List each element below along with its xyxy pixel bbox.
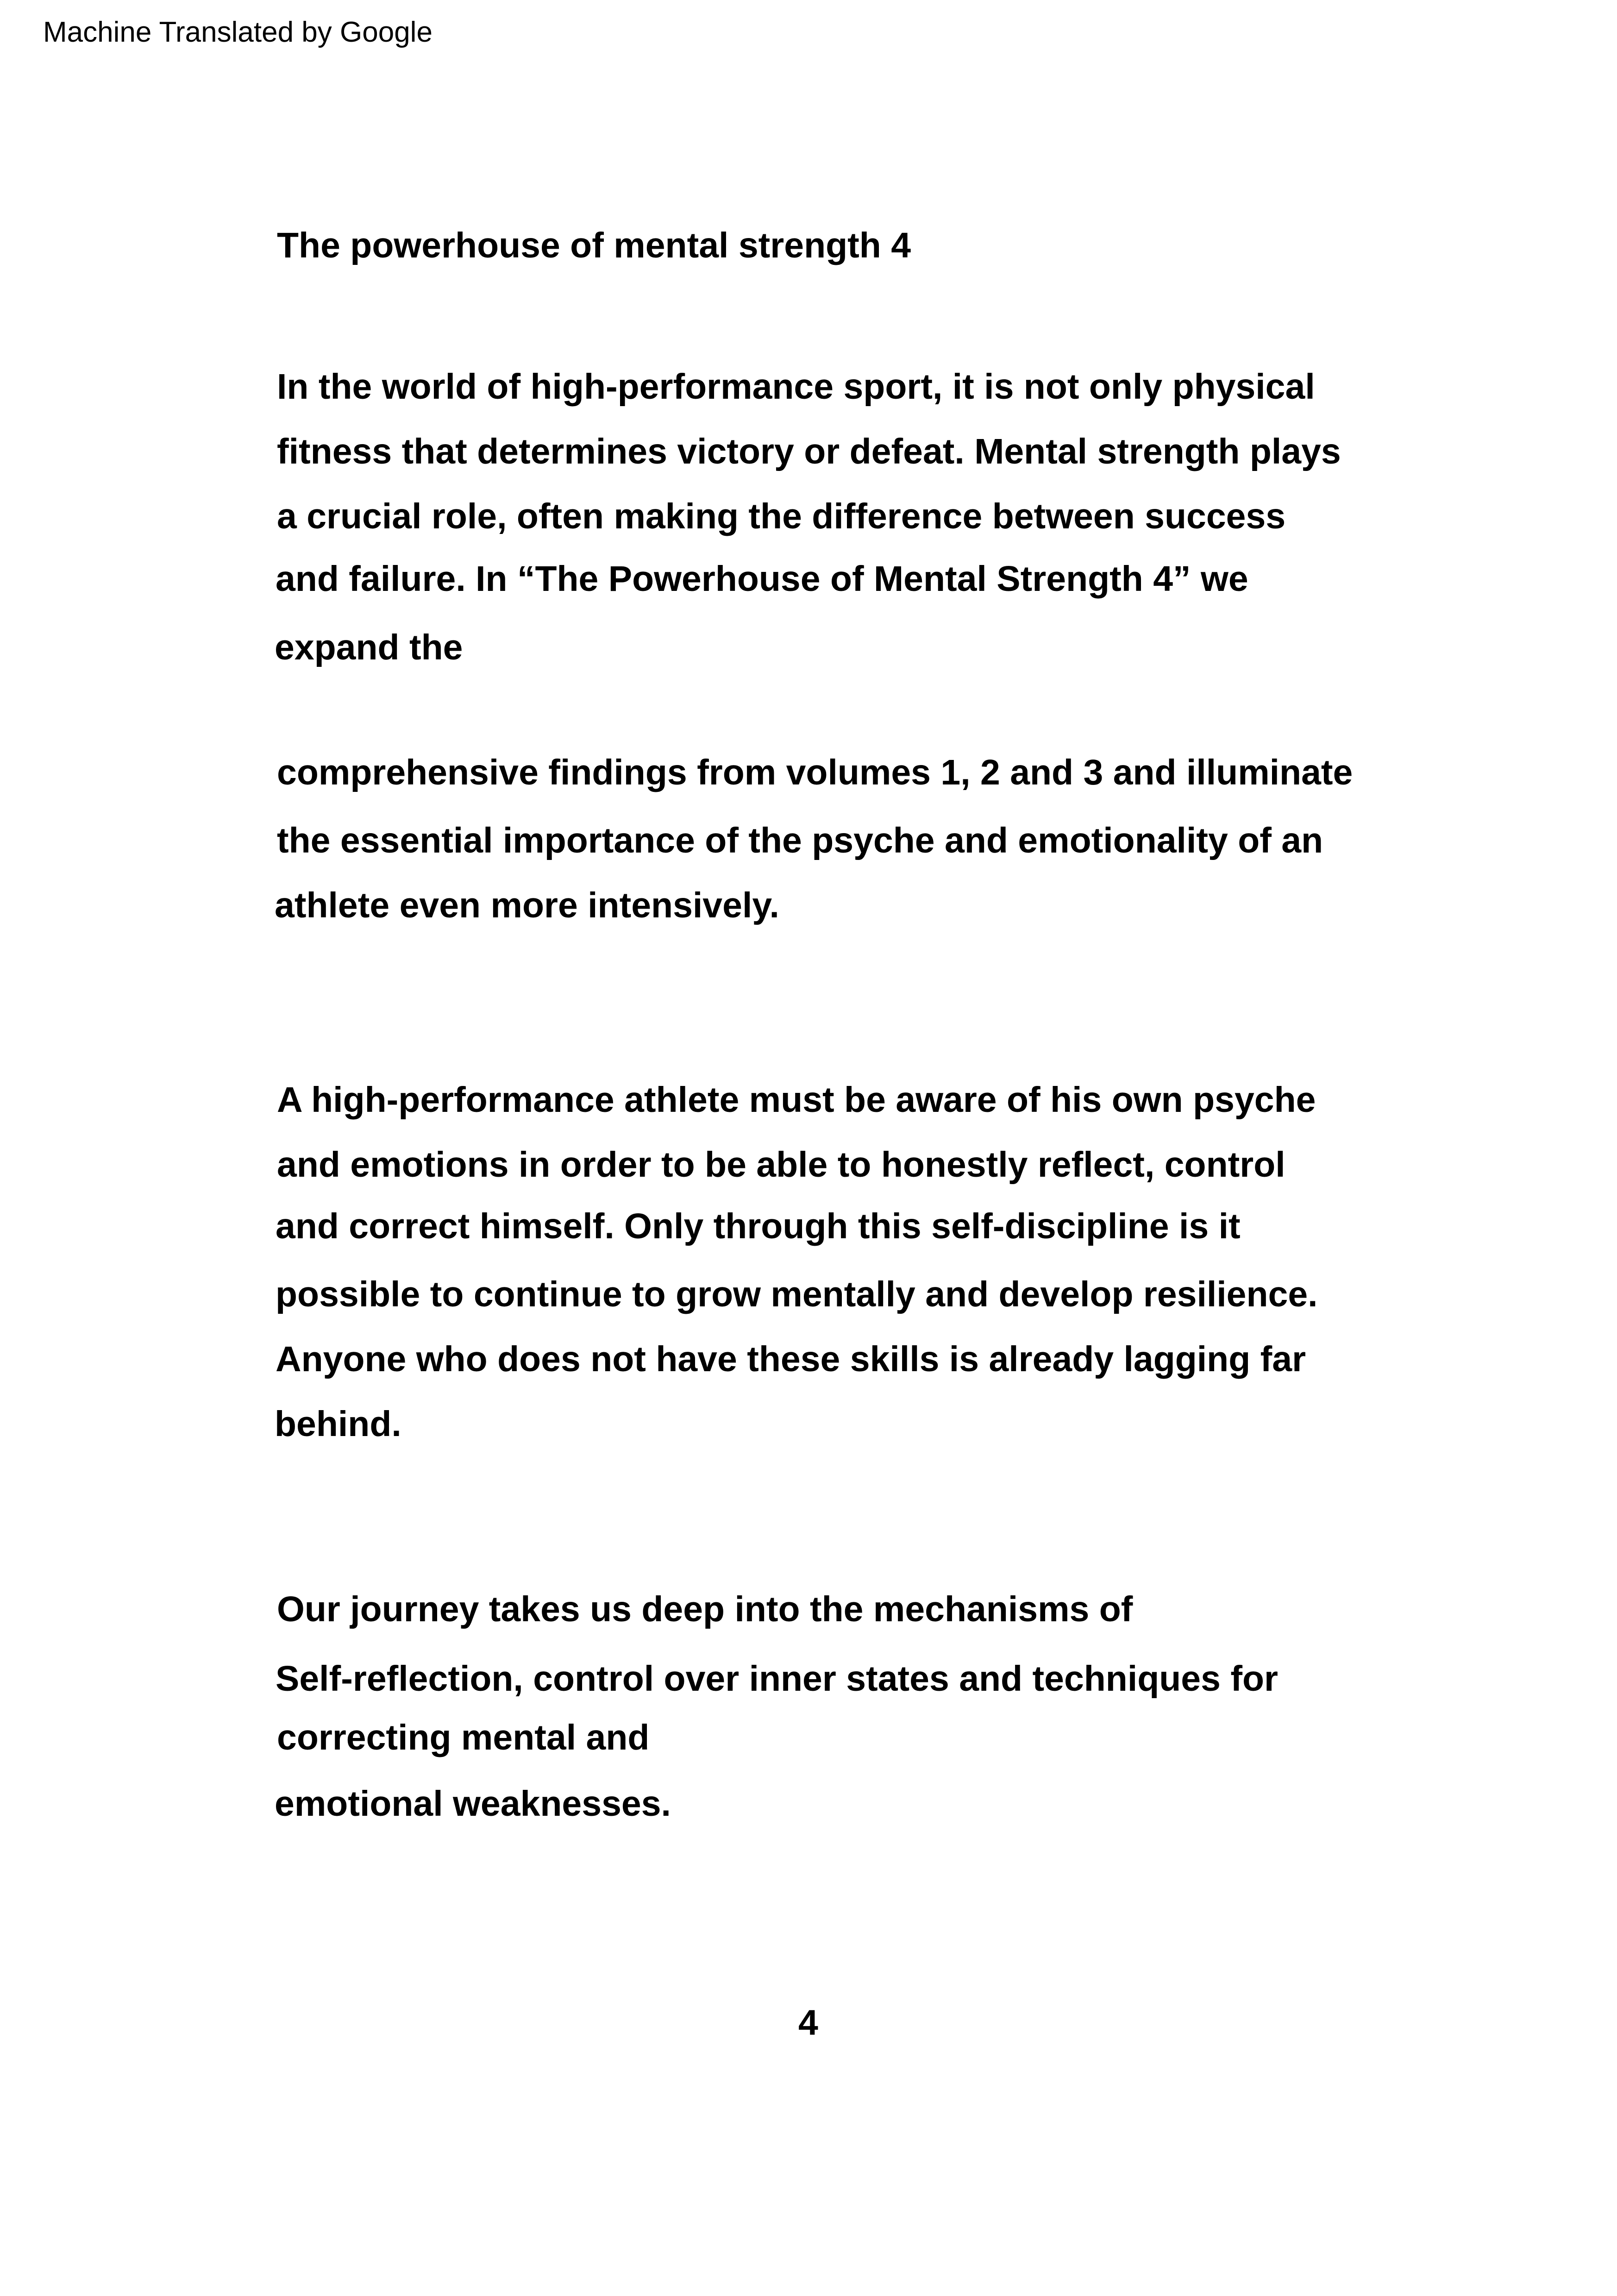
paragraph-1-line-5: expand the — [275, 627, 463, 667]
paragraph-3-line-3: and correct himself. Only through this self-discipline is it — [276, 1206, 1241, 1246]
paragraph-1-line-1: In the world of high-performance sport, it is not only physical — [277, 367, 1315, 407]
page-title: The powerhouse of mental strength 4 — [277, 226, 911, 265]
paragraph-4-line-2: Self-reflection, control over inner states and techniques for — [276, 1659, 1278, 1699]
paragraph-2-line-2: the essential importance of the psyche and emotionality of an — [277, 821, 1323, 860]
page-number: 4 — [798, 2003, 818, 2043]
paragraph-1-line-4: and failure. In “The Powerhouse of Mental Strength 4” we — [276, 559, 1248, 599]
paragraph-4-line-1: Our journey takes us deep into the mechanisms of — [277, 1589, 1133, 1629]
paragraph-3-line-2: and emotions in order to be able to honestly reflect, control — [277, 1145, 1285, 1185]
paragraph-1-line-3: a crucial role, often making the difference between success — [277, 496, 1286, 536]
paragraph-3-line-5: Anyone who does not have these skills is already lagging far — [276, 1339, 1306, 1379]
paragraph-1-line-2: fitness that determines victory or defeat. Mental strength plays — [277, 432, 1341, 471]
paragraph-3-line-1: A high-performance athlete must be aware of his own psyche — [277, 1080, 1316, 1120]
paragraph-4-line-3: correcting mental and — [277, 1718, 650, 1757]
paragraph-3-line-4: possible to continue to grow mentally and develop resilience. — [276, 1274, 1318, 1314]
paragraph-4-line-4: emotional weaknesses. — [275, 1784, 671, 1824]
paragraph-3-line-6: behind. — [275, 1404, 401, 1444]
translation-watermark: Machine Translated by Google — [43, 16, 432, 48]
paragraph-2-line-3: athlete even more intensively. — [275, 885, 779, 925]
paragraph-2-line-1: comprehensive findings from volumes 1, 2 and 3 and illuminate — [277, 753, 1353, 792]
